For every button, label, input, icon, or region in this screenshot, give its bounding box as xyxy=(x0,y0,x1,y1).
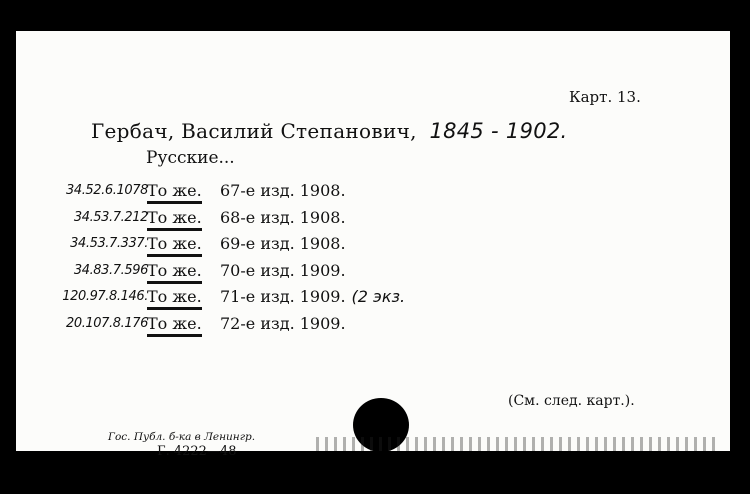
shelf-code: 34.53.7.212 xyxy=(73,209,148,225)
same-label: То же. xyxy=(147,261,202,284)
see-next-card: (См. след. карт.). xyxy=(508,393,635,409)
edition-info xyxy=(220,234,346,253)
edition-info xyxy=(220,181,346,200)
same-label: То же. xyxy=(147,234,202,257)
torn-edge xyxy=(316,437,716,451)
same-label: То же. xyxy=(147,314,202,337)
author-name: Гербач, Василий Степанович, xyxy=(91,119,417,143)
card-heading xyxy=(91,119,568,143)
shelf-code: 120.97.8.146. xyxy=(62,289,148,304)
edition-text: 67-е изд. 1908. xyxy=(220,181,346,200)
edition-info xyxy=(220,314,346,333)
edition-text: 70-е изд. 1909. xyxy=(220,260,346,280)
shelf-code: 20.107.8.176 xyxy=(65,315,148,331)
same-label: То же. xyxy=(147,287,202,310)
library-name: Гос. Публ. б-ка в Ленингр. xyxy=(108,431,256,443)
author-life-dates: 1845 - 1902. xyxy=(429,119,568,143)
shelfmark: Г. 4222—48 xyxy=(157,444,237,459)
same-label: То же. xyxy=(147,181,202,204)
shelf-code: 34.52.6.1078 xyxy=(65,183,148,198)
edition-info xyxy=(220,208,346,227)
book-title: Русские... xyxy=(146,148,235,168)
edition-info xyxy=(220,261,346,280)
catalog-card xyxy=(16,31,730,459)
copies-note: (2 экз. xyxy=(351,287,406,306)
edition-text: 68-е изд. 1908. xyxy=(220,207,346,227)
card-number: Карт. 13. xyxy=(569,88,641,106)
edition-text: 71-е изд. 1909. xyxy=(220,287,346,306)
edition-text: 69-е изд. 1908. xyxy=(220,234,346,253)
shelf-code: 34.83.7.596 xyxy=(73,262,148,278)
edition-text: 72-е изд. 1909. xyxy=(220,313,346,333)
edition-info xyxy=(220,287,405,306)
same-label: То же. xyxy=(147,208,202,231)
shelf-code: 34.53.7.337. xyxy=(70,236,148,251)
